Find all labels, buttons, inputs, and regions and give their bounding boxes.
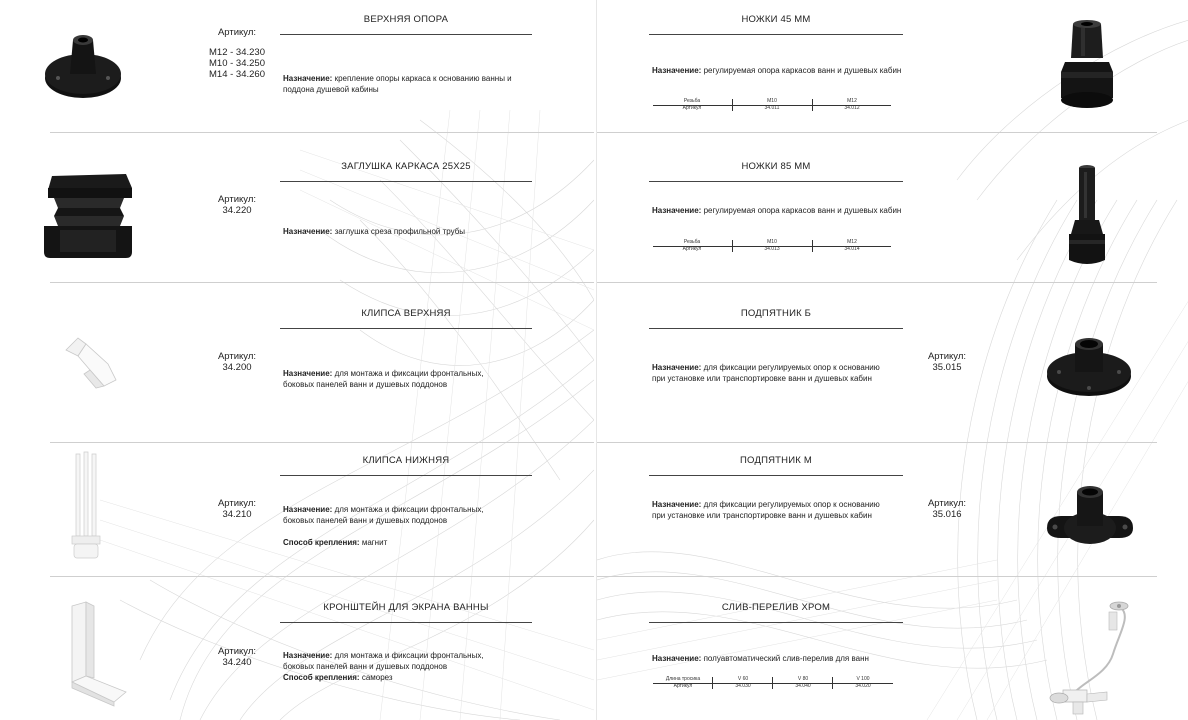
article-value: 34.210 xyxy=(222,509,252,520)
article-label: Артикул: xyxy=(217,498,257,509)
article-value: 34.200 xyxy=(222,362,252,373)
purpose-value: для монтажа и фиксации фронтальных, боковых панелей ванн и душевых поддонов xyxy=(283,505,484,525)
title-rule xyxy=(649,181,903,182)
article-block xyxy=(198,351,276,373)
spec-table xyxy=(653,98,891,112)
article-label: Артикул: xyxy=(217,646,257,657)
title-rule xyxy=(649,475,903,476)
bracket-image xyxy=(64,600,134,710)
section-divider xyxy=(50,576,594,577)
purpose-label: Назначение: xyxy=(283,369,333,378)
article-block xyxy=(198,498,276,520)
title-rule xyxy=(280,622,532,623)
item-title: КЛИПСА НИЖНЯЯ xyxy=(362,455,450,466)
table-row xyxy=(653,676,893,683)
article-block xyxy=(198,646,276,668)
purpose-text xyxy=(283,504,513,526)
table-cell: Резьба xyxy=(683,98,701,104)
purpose-value: для монтажа и фиксации фронтальных, боковых панелей ванн и душевых поддонов xyxy=(283,369,484,389)
purpose-value: крепление опоры каркаса к основанию ванны и поддона душевой кабины xyxy=(283,74,512,94)
section-divider xyxy=(50,132,594,133)
table-row xyxy=(653,239,891,246)
purpose-label: Назначение: xyxy=(283,651,333,660)
purpose-label: Назначение: xyxy=(652,500,702,509)
title-rule xyxy=(280,181,532,182)
purpose-value: для фиксации регулируемых опор к основанию при установке или транспортировке ванн и душевых кабин xyxy=(652,500,880,520)
item-title: КРОНШТЕЙН ДЛЯ ЭКРАНА ВАННЫ xyxy=(323,602,489,613)
purpose-label: Назначение: xyxy=(652,654,702,663)
section-divider xyxy=(50,442,594,443)
purpose-value: регулируемая опора каркасов ванн и душевых кабин xyxy=(703,206,902,215)
mount-label: Способ крепления: xyxy=(283,538,360,547)
purpose-value: регулируемая опора каркасов ванн и душевых кабин xyxy=(703,66,902,75)
section-divider xyxy=(50,282,594,283)
base-plate-b-image xyxy=(1045,330,1133,400)
article-label: Артикул: xyxy=(217,351,257,362)
spec-table xyxy=(653,676,893,690)
item-title: НОЖКИ 45 ММ xyxy=(741,14,811,25)
table-cell: М12 xyxy=(847,239,857,245)
right-page xyxy=(596,0,1188,720)
article-label: Артикул: xyxy=(927,351,967,362)
table-row xyxy=(653,98,891,105)
table-cell: 34.011 xyxy=(764,105,780,111)
table-cell: V 60 xyxy=(737,676,749,682)
purpose-value: для монтажа и фиксации фронтальных, боковых панелей ванн и душевых поддонов xyxy=(283,651,484,671)
table-cell: М10 xyxy=(767,239,777,245)
table-cell: Резьба xyxy=(683,239,701,245)
leg-45-image xyxy=(1055,18,1119,112)
purpose-text xyxy=(283,73,533,95)
frame-plug-image xyxy=(40,170,136,262)
purpose-value: полуавтоматический слив-перелив для ванн xyxy=(703,654,869,663)
article-value: М10 - 34.250 xyxy=(209,58,265,69)
item-title: ЗАГЛУШКА КАРКАСА 25Х25 xyxy=(341,161,471,172)
purpose-text xyxy=(652,653,912,664)
item-title: ПОДПЯТНИК Б xyxy=(740,308,812,319)
mount-value: магнит xyxy=(361,538,388,547)
leg-85-image xyxy=(1065,160,1109,270)
table-cell: 34.030 xyxy=(735,683,751,689)
purpose-text xyxy=(652,205,912,216)
article-label: Артикул: xyxy=(217,27,257,38)
table-cell: Артикул xyxy=(673,683,693,689)
purpose-label: Назначение: xyxy=(283,505,333,514)
purpose-label: Назначение: xyxy=(652,363,702,372)
table-cell: Артикул xyxy=(682,246,702,252)
table-row xyxy=(653,105,891,112)
item-title: НОЖКИ 85 ММ xyxy=(741,161,811,172)
table-cell: V 100 xyxy=(856,676,870,682)
article-value: 35.015 xyxy=(932,362,962,373)
mount-label: Способ крепления: xyxy=(283,673,360,682)
section-divider xyxy=(597,282,1157,283)
section-divider xyxy=(597,132,1157,133)
title-rule xyxy=(280,475,532,476)
purpose-text xyxy=(652,362,892,384)
section-divider xyxy=(597,442,1157,443)
spec-table xyxy=(653,239,891,253)
table-cell: Длина тросика xyxy=(665,676,701,682)
purpose-label: Назначение: xyxy=(652,206,702,215)
upper-clip-image xyxy=(60,330,122,390)
table-cell: Артикул xyxy=(682,105,702,111)
title-rule xyxy=(280,34,532,35)
article-block xyxy=(198,27,276,80)
table-cell: 34.012 xyxy=(844,105,860,111)
table-cell: М12 xyxy=(847,98,857,104)
purpose-text xyxy=(283,650,513,672)
purpose-text xyxy=(283,368,513,390)
table-cell: 34.014 xyxy=(844,246,860,252)
article-label: Артикул: xyxy=(927,498,967,509)
title-rule xyxy=(649,622,903,623)
table-row xyxy=(653,683,893,690)
article-value: 34.240 xyxy=(222,657,252,668)
purpose-text xyxy=(652,65,912,76)
purpose-label: Назначение: xyxy=(652,66,702,75)
upper-support-image xyxy=(42,28,124,102)
table-cell: 34.020 xyxy=(855,683,871,689)
item-title: ПОДПЯТНИК М xyxy=(740,455,812,466)
mount-text xyxy=(283,672,513,683)
item-title: СЛИВ-ПЕРЕЛИВ ХРОМ xyxy=(721,602,831,613)
mount-value: саморез xyxy=(361,673,393,682)
article-value: М14 - 34.260 xyxy=(209,69,265,80)
purpose-text xyxy=(283,226,533,237)
title-rule xyxy=(280,328,532,329)
title-rule xyxy=(649,34,903,35)
article-block xyxy=(198,194,276,216)
lower-clip-image xyxy=(62,450,108,566)
base-plate-m-image xyxy=(1043,476,1137,552)
article-block xyxy=(907,351,987,373)
purpose-label: Назначение: xyxy=(283,227,333,236)
article-block xyxy=(907,498,987,520)
item-title: ВЕРХНЯЯ ОПОРА xyxy=(363,14,449,25)
purpose-value: для фиксации регулируемых опор к основанию при установке или транспортировке ванн и душевых кабин xyxy=(652,363,880,383)
article-value: 35.016 xyxy=(932,509,962,520)
article-value: М12 - 34.230 xyxy=(209,47,265,58)
table-cell: V 80 xyxy=(797,676,809,682)
purpose-text xyxy=(652,499,892,521)
item-title: КЛИПСА ВЕРХНЯЯ xyxy=(361,308,451,319)
purpose-value: заглушка среза профильной трубы xyxy=(334,227,466,236)
purpose-label: Назначение: xyxy=(283,74,333,83)
drain-overflow-image xyxy=(1043,594,1143,716)
table-row xyxy=(653,246,891,253)
table-cell: 34.040 xyxy=(795,683,811,689)
table-cell: М10 xyxy=(767,98,777,104)
table-cell: 34.013 xyxy=(764,246,780,252)
section-divider xyxy=(597,576,1157,577)
mount-text xyxy=(283,537,513,548)
title-rule xyxy=(649,328,903,329)
article-label: Артикул: xyxy=(217,194,257,205)
article-value: 34.220 xyxy=(222,205,252,216)
